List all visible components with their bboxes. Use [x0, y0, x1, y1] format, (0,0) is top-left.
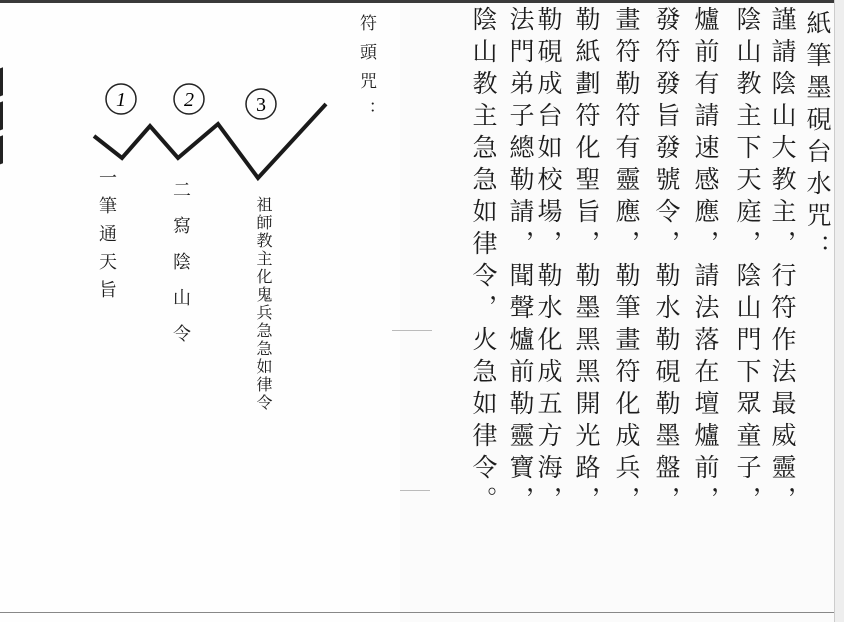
stroke-marker-2 [174, 84, 204, 114]
stroke-caption-2: 二寫陰山令 [170, 180, 191, 360]
bottom-rule [0, 612, 844, 613]
incantation-line-8: 法門弟子總勒請，聞聲爐前勒靈寶， [506, 6, 535, 518]
zigzag-stroke [94, 104, 326, 178]
page-edge [834, 0, 844, 622]
scan-artifact [400, 490, 430, 491]
talisman-head-heading: 符頭咒： [356, 14, 376, 130]
scan-artifact [392, 330, 432, 331]
stroke-caption-1: 一筆通天旨 [96, 168, 117, 308]
incantation-line-2: 陰山教主下天庭，陰山門下眾童子， [733, 6, 762, 518]
incantation-line-4: 發符發旨發號令，勒水勒硯勒墨盤， [652, 6, 681, 518]
stroke-marker-3 [246, 89, 276, 119]
talisman-stroke-diagram [80, 70, 420, 270]
incantation-line-9: 陰山教主急急如律令，火急如律令。 [469, 6, 498, 518]
svg-text:2: 2 [184, 89, 194, 111]
stroke-marker-1 [106, 84, 136, 114]
incantation-line-1: 謹請陰山大教主，行符作法最威靈， [768, 6, 797, 518]
incantation-line-3: 爐前有請速感應，請法落在壇爐前， [691, 6, 720, 518]
incantation-line-6: 勒紙劃符化聖旨，勒墨黑黑開光路， [572, 6, 601, 518]
previous-page-edge-marks [0, 60, 14, 200]
incantation-line-5: 畫符勒符有靈應，勒筆畫符化成兵， [612, 6, 641, 518]
incantation-line-7: 勒硯成台如校場，勒水化成五方海， [534, 6, 563, 518]
top-rule [0, 0, 844, 3]
svg-text:3: 3 [256, 94, 266, 116]
svg-text:1: 1 [116, 89, 126, 111]
incantation-title: 紙筆墨硯台水咒： [803, 10, 832, 266]
stroke-caption-3: 祖師教主化鬼兵急急如律令 [254, 196, 273, 412]
